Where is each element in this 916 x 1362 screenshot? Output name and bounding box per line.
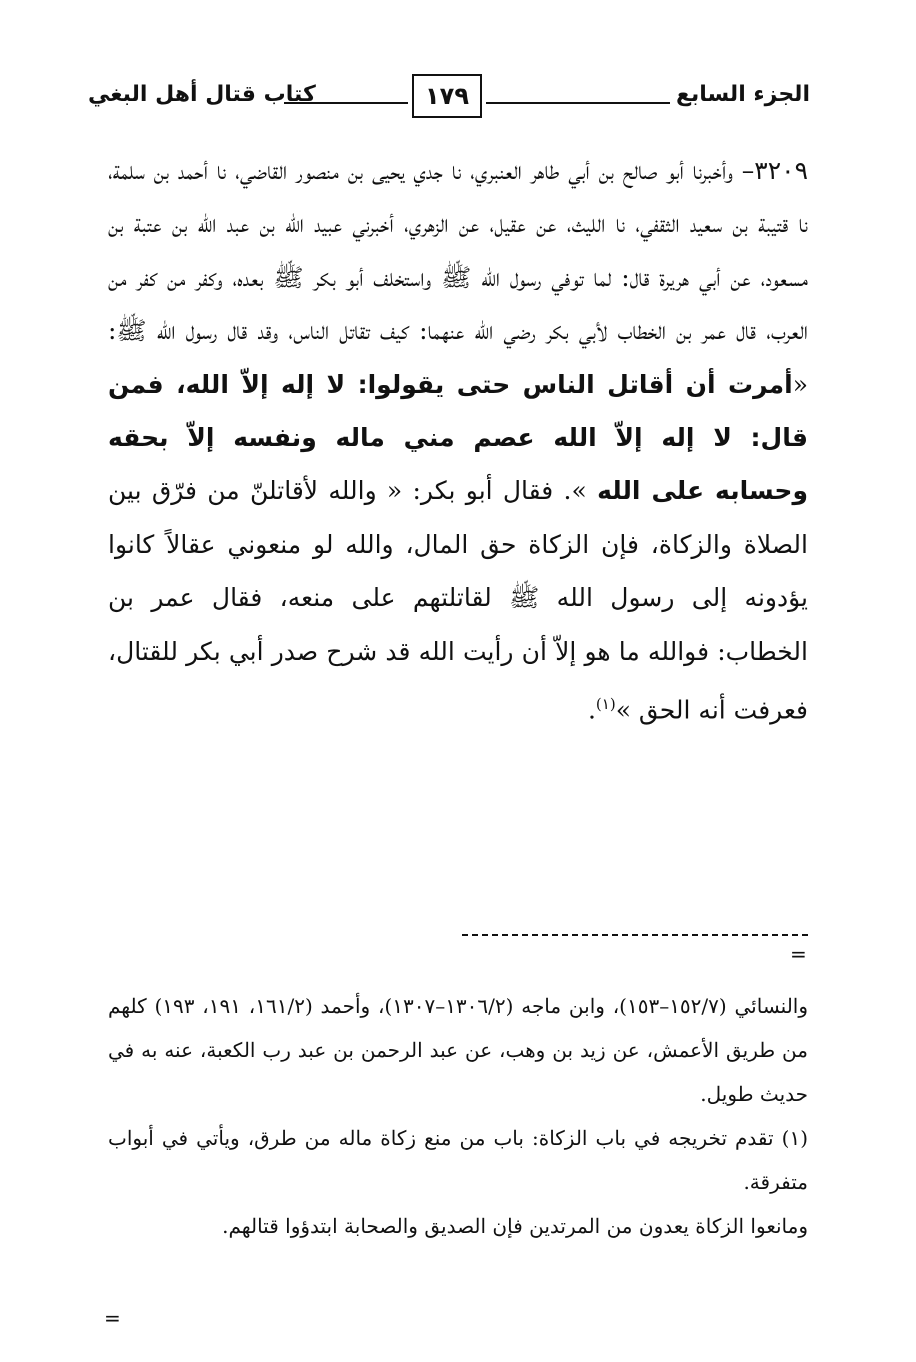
sentence-end: . xyxy=(587,695,596,725)
footnote-1: (١) تقدم تخريجه في باب الزكاة: باب من منع زكاة ماله من طرق، ويأتي في أبواب متفرقة. xyxy=(108,1126,808,1194)
footnote-separator xyxy=(462,934,808,936)
page-header xyxy=(88,74,810,130)
hadith-continuation: ». فقال أبو بكر: « والله لأقاتلنّ من فرّق بين الصلاة والزكاة، فإن الزكاة حق المال، والله لو منعوني عقالاً كانوا يؤدونه إلى رسول الله ﷺ لقاتلتهم على منعه، فقال عمر بن الخطاب: فوالله ما هو إلاّ أن رأيت الله قد شرح صدر أبي بكر للقتال، فعرفت أنه الحق » xyxy=(108,476,808,725)
hadith-text xyxy=(108,144,808,737)
continuation-mark: = xyxy=(104,1306,121,1330)
hadith-isnad: – وأخبرنا أبو صالح بن أبي طاهر العنبري، نا جدي يحيى بن منصور القاضي، نا أحمد بن سلمة، نا قتيبة بن سعيد الثقفي، نا الليث، عن عقيل، عن الزهري، أخبرني عبيد الله بن عبد الله بن عتبة بن مسعود، عن أبي هريرة قال: لما توفي رسول الله ﷺ واستخلف أبو بكر ﷺ بعده، وكفر من كفر من العرب، قال عمر بن الخطاب لأبي بكر رضي الله عنهما: كيف تقاتل الناس، وقد قال رسول الله ﷺ: « xyxy=(108,156,808,399)
footnote-1-extra: ومانعوا الزكاة يعدون من المرتدين فإن الصديق والصحابة ابتدؤوا قتالهم. xyxy=(222,1214,808,1238)
page-number: ١٧٩ xyxy=(412,74,482,118)
book-title: كتاب قتال أهل البغي xyxy=(88,82,316,107)
footnote-continued: والنسائي (١٥٢/٧–١٥٣)، وابن ماجه (١٣٠٦/٢–١٣٠٧)، وأحمد (١٦١/٢، ١٩١، ١٩٣) كلهم من طريق الأعمش، عن زيد بن وهب، عن عبد الرحمن بن عبد رب الكعبة، عنه به في حديث طويل. xyxy=(108,994,809,1106)
continuation-mark: = xyxy=(790,942,807,966)
prophetic-saying: أمرت أن أقاتل الناس حتى يقولوا: لا إله إلاّ الله، فمن قال: لا إله إلاّ الله عصم مني ماله ونفسه إلاّ بحقه وحسابه على الله xyxy=(108,369,808,506)
footnote-reference: (١) xyxy=(595,695,616,714)
volume-label: الجزء السابع xyxy=(676,82,810,107)
header-rule xyxy=(486,102,670,104)
footnotes xyxy=(108,984,808,1248)
hadith-number: ٣٢٠٩ xyxy=(754,156,808,185)
